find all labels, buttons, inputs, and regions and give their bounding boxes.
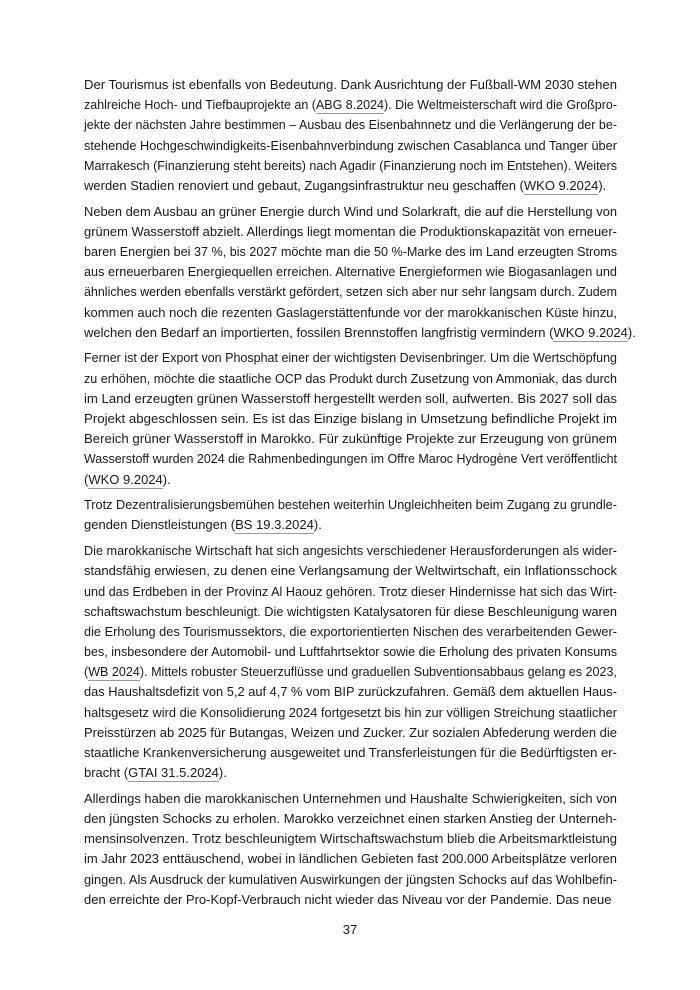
text-line: Marrakesch (Finanzierung steht bereits) nach Agadir (Finanzierung noch im Entstehen). Weiters	[84, 157, 617, 173]
text-line: zu erhöhen, möchte die staatliche OCP das Produkt durch Zusetzung von Ammoniak, das durch	[84, 370, 617, 386]
text-line: Wasserstoff wurden 2024 die Rahmenbedingungen im Offre Maroc Hydrogène Vert veröffentlicht	[84, 451, 617, 467]
text-line: im Land erzeugten grünen Wasserstoff hergestellt werden soll, aufwerten. Bis 2027 soll das	[84, 390, 617, 406]
citation-link[interactable]: GTAI 31.5.2024	[128, 765, 219, 781]
text-line: Trotz Dezentralisierungsbemühen bestehen weiterhin Ungleichheiten beim Zugang zu grundle-	[84, 497, 617, 513]
text-line: Neben dem Ausbau an grüner Energie durch Wind und Solarkraft, die auf die Herstellung von	[84, 203, 617, 219]
text-line: im Jahr 2023 enttäuschend, wobei in ländlichen Gebieten fast 200.000 Arbeitsplätze verloren	[84, 851, 617, 867]
text-line: bes, insbesondere der Automobil- und Luftfahrtsektor sowie die Erholung des privaten Konsums	[84, 644, 617, 660]
text-line: Preisstürzen ab 2025 für Butangas, Weizen und Zucker. Zur sozialen Abfederung werden die	[84, 724, 617, 740]
citation-link[interactable]: ABG 8.2024	[315, 97, 384, 113]
paragraph	[84, 75, 617, 196]
text-line: jekte der nächsten Jahre bestimmen – Ausbau des Eisenbahnnetz und die Verlängerung der be-	[84, 117, 617, 133]
text-line: Der Tourismus ist ebenfalls von Bedeutung. Dank Ausrichtung der Fußball-WM 2030 stehen	[84, 77, 617, 92]
text-line: Die marokkanische Wirtschaft hat sich angesichts verschiedener Herausforderungen als wider-	[84, 543, 617, 559]
text-line: den jüngsten Schocks zu erholen. Marokko verzeichnet einen starken Anstieg der Unterneh-	[84, 811, 617, 827]
text-line: schaftswachstum beschleunigt. Die wichtigsten Katalysatoren für diese Beschleunigung waren	[84, 603, 617, 619]
text-line: (WB 2024). Mittels robuster Steuerzuflüsse und graduellen Subventionsabbaus gelang es 2023,	[84, 664, 617, 680]
text-line: den erreichte der Pro-Kopf-Verbrauch nicht wieder das Niveau vor der Pandemie. Das neue	[84, 891, 612, 907]
text-line: bracht (GTAI 31.5.2024).	[84, 765, 227, 781]
text-line: gingen. Als Ausdruck der kumulativen Auswirkungen der jüngsten Schocks auf das Wohlbefin-	[84, 871, 617, 887]
text-line: (WKO 9.2024).	[84, 471, 171, 487]
page-number: 37	[342, 922, 358, 937]
text-line: baren Energien bei 37 %, bis 2027 möchte man die 50 %-Marke des im Land erzeugten Stroms	[84, 244, 617, 259]
citation-link[interactable]: WKO 9.2024	[88, 471, 163, 487]
text-line: grünem Wasserstoff abzielt. Allerdings liegt momentan die Produktionskapazität von erneuer-	[84, 223, 617, 239]
text-line: kommen auch noch die rezenten Gaslagerstättenfunde vor der marokkanischen Küste hinzu,	[84, 304, 617, 320]
text-line: standsfähig erwiesen, zu denen eine Verlangsamung der Weltwirtschaft, ein Inflationsschock	[84, 563, 617, 579]
citation-link[interactable]: BS 19.3.2024	[235, 517, 314, 533]
paragraph	[84, 348, 617, 489]
text-line: und das Erdbeben in der Provinz Al Haouz gehören. Trotz dieser Hindernisse hat sich das Wirt-	[84, 583, 617, 599]
text-line: Allerdings haben die marokkanischen Unternehmen und Haushalte Schwierigkeiten, sich von	[84, 790, 617, 806]
text-line: mensinsolvenzen. Trotz beschleunigtem Wirtschaftswachstum blieb die Arbeitsmarktleistung	[84, 831, 617, 847]
paragraph	[84, 789, 617, 910]
text-line: Bereich grüner Wasserstoff in Marokko. Für zukünftige Projekte zur Erzeugung von grünem	[84, 431, 617, 447]
paragraph	[84, 495, 617, 535]
text-line: die Erholung des Tourismussektors, die exportorientierten Nischen des verarbeitenden Gewer-	[84, 623, 617, 639]
paragraph	[84, 541, 617, 783]
text-line: genden Dienstleistungen (BS 19.3.2024).	[84, 517, 322, 533]
text-line: aus erneuerbaren Energiequellen erreichen. Alternative Energieformen wie Biogasanlagen und	[84, 264, 617, 280]
paragraph	[84, 202, 636, 343]
citation-link[interactable]: WKO 9.2024	[553, 324, 628, 340]
document-content	[84, 75, 636, 916]
text-line: haltsgesetz wird die Konsolidierung 2024 fortgesetzt bis hin zur völligen Streichung staatlicher	[84, 704, 617, 720]
text-line: zahlreiche Hoch- und Tiefbauprojekte an (ABG 8.2024). Die Weltmeisterschaft wird die Großpro-	[84, 97, 617, 113]
text-line: stehende Hochgeschwindigkeits-Eisenbahnverbindung zwischen Casablanca und Tanger über	[84, 137, 617, 153]
text-line: welchen den Bedarf an importierten, fossilen Brennstoffen langfristig vermindern (WKO 9.2024).	[84, 324, 636, 340]
citation-link[interactable]: WKO 9.2024	[523, 177, 599, 193]
text-line: werden Stadien renoviert und gebaut, Zugangsinfrastruktur neu geschaffen (WKO 9.2024).	[84, 177, 607, 193]
citation-link[interactable]: WB 2024	[88, 664, 140, 680]
text-line: Ferner ist der Export von Phosphat einer der wichtigsten Devisenbringer. Um die Wertschöpfung	[84, 350, 617, 366]
text-line: das Haushaltsdefizit von 5,2 auf 4,7 % vom BIP zurückzufahren. Gemäß dem aktuellen Haus-	[84, 684, 617, 700]
text-line: staatliche Krankenversicherung ausgeweitet und Transferleistungen für die Bedürftigsten er-	[84, 745, 617, 760]
text-line: Projekt abgeschlossen sein. Es ist das Einzige bislang in Umsetzung befindliche Projekt im	[84, 411, 617, 426]
text-line: ähnliches werden ebenfalls verstärkt gefördert, setzen sich aber nur sehr langsam durch. Zudem	[84, 284, 617, 300]
